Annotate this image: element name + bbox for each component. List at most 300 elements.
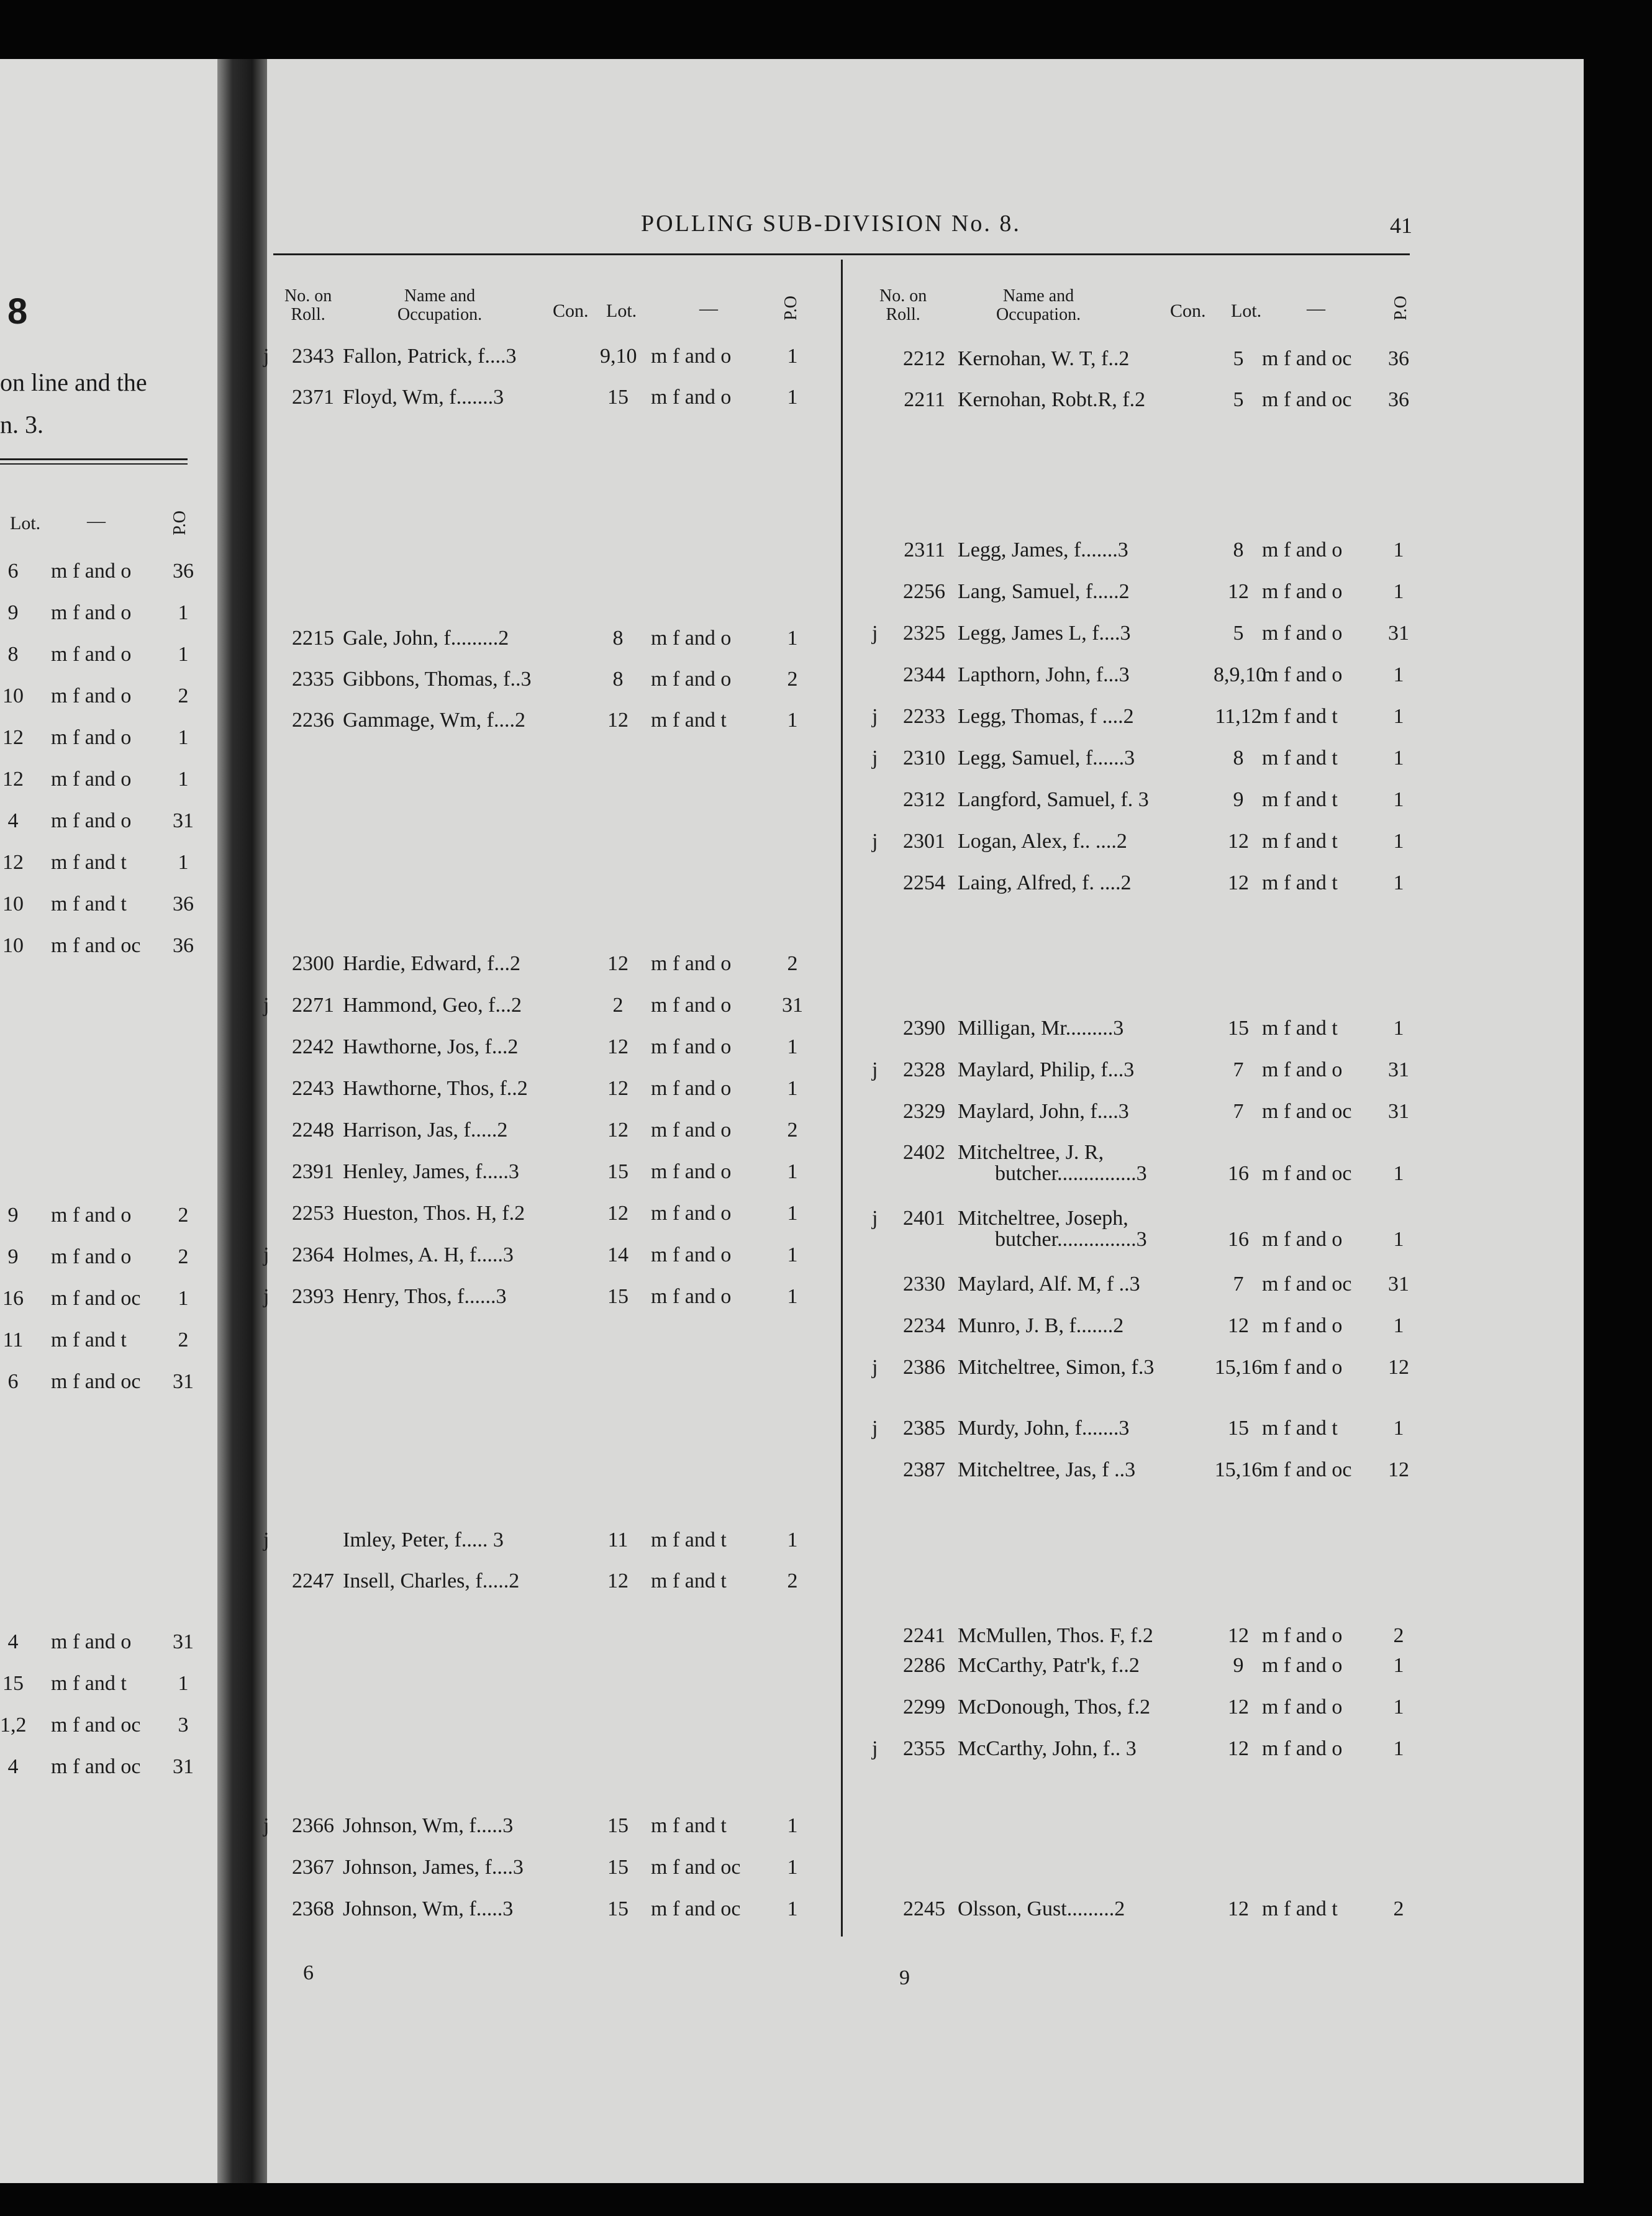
mark-cell: j bbox=[263, 1243, 270, 1266]
left-col-po-header: P.O bbox=[170, 511, 189, 535]
roll-number-cell: 2343 bbox=[292, 345, 334, 368]
roll-number-cell: 2391 bbox=[292, 1160, 334, 1183]
po-cell: 1 bbox=[1393, 580, 1404, 603]
name-occupation-cell: Johnson, James, f....3 bbox=[343, 1856, 524, 1879]
register-entry bbox=[0, 1098, 1428, 1125]
tenure-cell: m f and o bbox=[1262, 1737, 1343, 1760]
po-cell: 31 bbox=[173, 1755, 194, 1778]
mark-cell: j bbox=[263, 1285, 270, 1308]
lot-cell: 12 bbox=[1228, 1314, 1249, 1337]
lot-cell: 4 bbox=[7, 809, 19, 832]
tenure-cell: m f and o bbox=[1262, 622, 1343, 645]
tenure-cell: m f and oc bbox=[1262, 1162, 1352, 1185]
po-cell: 1 bbox=[178, 1287, 189, 1310]
name-occupation-cell: Mitcheltree, Joseph, bbox=[958, 1207, 1128, 1230]
register-entry bbox=[0, 1622, 1428, 1650]
lot-cell: 10 bbox=[2, 934, 24, 957]
tenure-cell: m f and o bbox=[51, 768, 132, 791]
lot-cell: 9 bbox=[7, 1204, 19, 1227]
register-entry bbox=[0, 1205, 1428, 1251]
po-cell: 1 bbox=[787, 1897, 798, 1920]
mark-cell: j bbox=[872, 747, 878, 770]
lot-cell: 12 bbox=[1228, 871, 1249, 894]
register-entry bbox=[0, 1015, 1428, 1042]
lot-cell: 9 bbox=[7, 601, 19, 624]
po-cell: 1 bbox=[1393, 1417, 1404, 1440]
tenure-cell: m f and oc bbox=[1262, 1273, 1352, 1296]
po-cell: 1 bbox=[787, 1814, 798, 1837]
lot-cell: 16 bbox=[2, 1287, 24, 1310]
name-occupation-cell: Legg, Samuel, f......3 bbox=[958, 747, 1135, 770]
left-page-line2: n. 3. bbox=[0, 411, 43, 438]
name-occupation-cell: Olsson, Gust.........2 bbox=[958, 1897, 1125, 1920]
po-cell: 1 bbox=[1393, 1314, 1404, 1337]
lot-cell: 16 bbox=[1228, 1162, 1249, 1185]
roll-number-cell: 2215 bbox=[292, 627, 334, 650]
name-occupation-cell: Kernohan, W. T, f..2 bbox=[958, 347, 1130, 370]
register-entry bbox=[0, 1854, 832, 1881]
tenure-cell: m f and oc bbox=[1262, 347, 1352, 370]
mark-cell: j bbox=[263, 1528, 270, 1551]
tenure-cell: m f and o bbox=[51, 643, 132, 666]
po-cell: 1 bbox=[787, 1856, 798, 1879]
name-occupation-cell: Maylard, Alf. M, f ..3 bbox=[958, 1273, 1140, 1296]
tenure-cell: m f and t bbox=[651, 709, 727, 732]
name-occupation-cell: Laing, Alfred, f. ....2 bbox=[958, 871, 1132, 894]
lot-cell: 4 bbox=[7, 1755, 19, 1778]
tenure-cell: m f and oc bbox=[1262, 388, 1352, 411]
tenure-cell: m f and o bbox=[51, 1245, 132, 1268]
po-cell: 1 bbox=[1393, 871, 1404, 894]
po-cell: 1 bbox=[787, 627, 798, 650]
register-entry bbox=[0, 1415, 1428, 1442]
name-occupation-cell: Mitcheltree, Simon, f.3 bbox=[958, 1356, 1155, 1379]
tenure-cell: m f and o bbox=[651, 1285, 732, 1308]
tenure-cell: m f and o bbox=[651, 386, 732, 409]
name-occupation-cell: Harrison, Jas, f.....2 bbox=[343, 1119, 508, 1142]
roll-number-cell: 2366 bbox=[292, 1814, 334, 1837]
lot-cell: 6 bbox=[7, 1370, 19, 1393]
roll-number-cell: 2247 bbox=[292, 1569, 334, 1592]
tenure-cell: m f and o bbox=[1262, 580, 1343, 603]
lot-cell: 14 bbox=[607, 1243, 629, 1266]
register-entry bbox=[0, 661, 1428, 689]
po-cell: 1 bbox=[787, 1243, 798, 1266]
roll-number-cell: 2253 bbox=[292, 1202, 334, 1225]
roll-number-cell: 2212 bbox=[903, 347, 945, 370]
po-cell: 1 bbox=[178, 643, 189, 666]
lot-cell: 7 bbox=[1233, 1100, 1244, 1123]
mark-cell: j bbox=[263, 994, 270, 1017]
left-page-rule-2 bbox=[0, 463, 188, 465]
name-occupation-cell: Legg, Thomas, f ....2 bbox=[958, 705, 1134, 728]
po-cell: 1 bbox=[178, 1672, 189, 1695]
po-cell: 1 bbox=[787, 1077, 798, 1100]
col-header-no-on-roll-right: No. on Roll. bbox=[879, 286, 927, 324]
tenure-cell: m f and oc bbox=[51, 1287, 141, 1310]
lot-cell: 16 bbox=[1228, 1228, 1249, 1251]
occupation-cell: butcher...............3 bbox=[995, 1228, 1147, 1251]
left-col-lot-header: Lot. bbox=[10, 513, 41, 534]
roll-number-cell: 2328 bbox=[903, 1058, 945, 1081]
po-cell: 12 bbox=[1388, 1356, 1409, 1379]
register-entry bbox=[0, 870, 1428, 897]
tenure-cell: m f and o bbox=[651, 952, 732, 975]
lot-cell: 5 bbox=[1233, 388, 1244, 411]
lot-cell: 7 bbox=[1233, 1273, 1244, 1296]
tenure-cell: m f and o bbox=[1262, 538, 1343, 561]
name-occupation-cell: Maylard, Philip, f...3 bbox=[958, 1058, 1135, 1081]
po-cell: 2 bbox=[787, 1569, 798, 1592]
lot-cell: 8 bbox=[612, 668, 624, 691]
roll-number-cell: 2393 bbox=[292, 1285, 334, 1308]
lot-cell: 10 bbox=[2, 684, 24, 707]
tenure-cell: m f and oc bbox=[51, 934, 141, 957]
tenure-cell: m f and t bbox=[51, 1672, 127, 1695]
mark-cell: j bbox=[872, 622, 878, 645]
tenure-cell: m f and o bbox=[651, 627, 732, 650]
lot-cell: 12 bbox=[1228, 1897, 1249, 1920]
register-entry bbox=[0, 1694, 1428, 1721]
lot-cell: 12 bbox=[607, 1569, 629, 1592]
roll-number-cell: 2330 bbox=[903, 1273, 945, 1296]
tenure-cell: m f and t bbox=[651, 1569, 727, 1592]
name-occupation-cell: Lang, Samuel, f.....2 bbox=[958, 580, 1130, 603]
lot-cell: 5 bbox=[1233, 622, 1244, 645]
roll-number-cell: 2344 bbox=[903, 663, 945, 686]
name-occupation-cell: McCarthy, Patr'k, f..2 bbox=[958, 1654, 1140, 1677]
register-entry bbox=[0, 1527, 832, 1554]
register-entry bbox=[0, 345, 1428, 373]
lot-cell: 9 bbox=[1233, 788, 1244, 811]
tenure-cell: m f and o bbox=[51, 726, 132, 749]
lot-cell: 7 bbox=[1233, 1058, 1244, 1081]
mark-cell: j bbox=[872, 830, 878, 853]
name-occupation-cell: Gale, John, f.........2 bbox=[343, 627, 509, 650]
roll-number-cell: 2371 bbox=[292, 386, 334, 409]
tenure-cell: m f and oc bbox=[651, 1856, 741, 1879]
mark-cell: j bbox=[263, 1814, 270, 1837]
po-cell: 36 bbox=[1388, 347, 1409, 370]
lot-cell: 15 bbox=[2, 1672, 24, 1695]
name-occupation-cell: Johnson, Wm, f.....3 bbox=[343, 1814, 514, 1837]
po-cell: 31 bbox=[173, 809, 194, 832]
po-cell: 1 bbox=[787, 709, 798, 732]
lot-cell: 8,9,10 bbox=[1214, 663, 1266, 686]
po-cell: 1 bbox=[1393, 788, 1404, 811]
tenure-cell: m f and t bbox=[1262, 1417, 1338, 1440]
footer-count-right: 9 bbox=[899, 1966, 910, 1989]
register-entry bbox=[0, 1056, 1428, 1084]
po-cell: 31 bbox=[1388, 622, 1409, 645]
register-entry bbox=[0, 386, 1428, 414]
lot-cell: 8 bbox=[7, 643, 19, 666]
tenure-cell: m f and oc bbox=[51, 1755, 141, 1778]
name-occupation-cell: Lapthorn, John, f...3 bbox=[958, 663, 1130, 686]
name-occupation-cell: McDonough, Thos, f.2 bbox=[958, 1696, 1151, 1719]
po-cell: 2 bbox=[1393, 1624, 1404, 1647]
lot-cell: 15,16 bbox=[1214, 1458, 1263, 1481]
po-cell: 3 bbox=[178, 1714, 189, 1737]
lot-cell: 10 bbox=[2, 892, 24, 915]
roll-number-cell: 2311 bbox=[904, 538, 945, 561]
roll-number-cell: 2234 bbox=[903, 1314, 945, 1337]
lot-cell: 12 bbox=[1228, 1737, 1249, 1760]
po-cell: 1 bbox=[178, 851, 189, 874]
mark-cell: j bbox=[872, 1737, 878, 1760]
lot-cell: 8 bbox=[1233, 747, 1244, 770]
po-cell: 31 bbox=[1388, 1100, 1409, 1123]
roll-number-cell: 2301 bbox=[903, 830, 945, 853]
register-entry bbox=[0, 1735, 1428, 1763]
occupation-cell: butcher...............3 bbox=[995, 1162, 1147, 1185]
register-entry bbox=[0, 1312, 1428, 1340]
roll-number-cell: 2364 bbox=[292, 1243, 334, 1266]
lot-cell: 12 bbox=[2, 726, 24, 749]
name-occupation-cell: Hawthorne, Jos, f...2 bbox=[343, 1035, 519, 1058]
po-cell: 2 bbox=[178, 1204, 189, 1227]
roll-number-cell: 2385 bbox=[903, 1417, 945, 1440]
register-entry bbox=[0, 620, 1428, 647]
lot-cell: 12 bbox=[607, 1035, 629, 1058]
roll-number-cell: 2271 bbox=[292, 994, 334, 1017]
col-header-lot: Lot. bbox=[606, 301, 637, 321]
lot-cell: 15 bbox=[607, 1160, 629, 1183]
tenure-cell: m f and o bbox=[651, 1202, 732, 1225]
po-cell: 1 bbox=[1393, 663, 1404, 686]
tenure-cell: m f and t bbox=[1262, 747, 1338, 770]
roll-number-cell: 2386 bbox=[903, 1356, 945, 1379]
left-page-number-heading: 8 bbox=[7, 291, 28, 332]
tenure-cell: m f and o bbox=[1262, 1314, 1343, 1337]
tenure-cell: m f and t bbox=[1262, 705, 1338, 728]
lot-cell: 15 bbox=[607, 386, 629, 409]
name-occupation-cell: Floyd, Wm, f.......3 bbox=[343, 386, 504, 409]
left-col-dash-header: — bbox=[87, 511, 106, 531]
roll-number-cell: 2243 bbox=[292, 1077, 334, 1100]
lot-cell: 12 bbox=[607, 952, 629, 975]
tenure-cell: m f and t bbox=[651, 1528, 727, 1551]
name-occupation-cell: Maylard, John, f....3 bbox=[958, 1100, 1129, 1123]
lot-cell: 15 bbox=[607, 1856, 629, 1879]
po-cell: 2 bbox=[787, 668, 798, 691]
po-cell: 36 bbox=[173, 934, 194, 957]
po-cell: 36 bbox=[173, 892, 194, 915]
mark-cell: j bbox=[872, 705, 878, 728]
col-header-lot-right: Lot. bbox=[1231, 301, 1262, 321]
col-header-no-on-roll: No. on Roll. bbox=[284, 286, 332, 324]
col-header-po: P.O bbox=[781, 296, 801, 320]
po-cell: 2 bbox=[178, 1245, 189, 1268]
lot-cell: 12 bbox=[607, 1077, 629, 1100]
roll-number-cell: 2355 bbox=[903, 1737, 945, 1760]
register-entry bbox=[0, 950, 832, 978]
name-occupation-cell: McCarthy, John, f.. 3 bbox=[958, 1737, 1137, 1760]
lot-cell: 15 bbox=[1228, 1017, 1249, 1040]
po-cell: 1 bbox=[1393, 705, 1404, 728]
roll-number-cell: 2245 bbox=[903, 1897, 945, 1920]
tenure-cell: m f and o bbox=[651, 1035, 732, 1058]
col-header-dash-right: — bbox=[1307, 298, 1325, 319]
tenure-cell: m f and o bbox=[1262, 1058, 1343, 1081]
po-cell: 1 bbox=[787, 1528, 798, 1551]
po-cell: 1 bbox=[1393, 1017, 1404, 1040]
footer-count-left: 6 bbox=[303, 1961, 314, 1984]
tenure-cell: m f and oc bbox=[651, 1897, 741, 1920]
mark-cell: j bbox=[263, 345, 270, 368]
roll-number-cell: 2300 bbox=[292, 952, 334, 975]
page-number: 41 bbox=[1390, 213, 1412, 238]
name-occupation-cell: Insell, Charles, f.....2 bbox=[343, 1569, 520, 1592]
tenure-cell: m f and t bbox=[1262, 830, 1338, 853]
page-title: POLLING SUB-DIVISION No. 8. bbox=[641, 211, 1021, 237]
tenure-cell: m f and t bbox=[51, 1328, 127, 1351]
name-occupation-cell: Legg, James L, f....3 bbox=[958, 622, 1131, 645]
col-header-con-right: Con. bbox=[1170, 301, 1206, 321]
lot-cell: 4 bbox=[7, 1630, 19, 1653]
lot-cell: 12 bbox=[1228, 1624, 1249, 1647]
name-occupation-cell: Hammond, Geo, f...2 bbox=[343, 994, 522, 1017]
lot-cell: 2 bbox=[612, 994, 624, 1017]
tenure-cell: m f and o bbox=[651, 1077, 732, 1100]
po-cell: 1 bbox=[787, 1160, 798, 1183]
po-cell: 1 bbox=[787, 1285, 798, 1308]
roll-number-cell: 2241 bbox=[903, 1624, 945, 1647]
po-cell: 1 bbox=[1393, 1737, 1404, 1760]
name-occupation-cell: Henry, Thos, f......3 bbox=[343, 1285, 507, 1308]
tenure-cell: m f and o bbox=[1262, 1654, 1343, 1677]
register-entry bbox=[0, 578, 1428, 606]
po-cell: 36 bbox=[1388, 388, 1409, 411]
tenure-cell: m f and t bbox=[1262, 871, 1338, 894]
lot-cell: 11,12 bbox=[1215, 705, 1262, 728]
roll-number-cell: 2335 bbox=[292, 668, 334, 691]
po-cell: 1 bbox=[178, 726, 189, 749]
lot-cell: 9 bbox=[7, 1245, 19, 1268]
tenure-cell: m f and o bbox=[651, 668, 732, 691]
po-cell: 1 bbox=[787, 345, 798, 368]
lot-cell: 11 bbox=[607, 1528, 629, 1551]
lot-cell: 5 bbox=[1233, 347, 1244, 370]
tenure-cell: m f and oc bbox=[1262, 1458, 1352, 1481]
po-cell: 1 bbox=[787, 1202, 798, 1225]
po-cell: 2 bbox=[787, 952, 798, 975]
lot-cell: 1,2 bbox=[0, 1714, 27, 1737]
roll-number-cell: 2390 bbox=[903, 1017, 945, 1040]
po-cell: 1 bbox=[1393, 538, 1404, 561]
lot-cell: 12 bbox=[607, 709, 629, 732]
name-occupation-cell: Logan, Alex, f.. ....2 bbox=[958, 830, 1127, 853]
po-cell: 2 bbox=[787, 1119, 798, 1142]
left-page-line1: on line and the bbox=[0, 368, 147, 396]
tenure-cell: m f and t bbox=[1262, 1017, 1338, 1040]
tenure-cell: m f and o bbox=[51, 1630, 132, 1653]
tenure-cell: m f and o bbox=[51, 684, 132, 707]
po-cell: 1 bbox=[787, 1035, 798, 1058]
mark-cell: j bbox=[872, 1058, 878, 1081]
name-occupation-cell: Johnson, Wm, f.....3 bbox=[343, 1897, 514, 1920]
register-entry bbox=[0, 1568, 832, 1595]
mark-cell: j bbox=[872, 1356, 878, 1379]
tenure-cell: m f and o bbox=[651, 994, 732, 1017]
po-cell: 2 bbox=[178, 684, 189, 707]
name-occupation-cell: Mitcheltree, Jas, f ..3 bbox=[958, 1458, 1136, 1481]
po-cell: 1 bbox=[1393, 747, 1404, 770]
po-cell: 1 bbox=[1393, 1696, 1404, 1719]
tenure-cell: m f and o bbox=[51, 560, 132, 583]
mark-cell: j bbox=[872, 1417, 878, 1440]
po-cell: 1 bbox=[178, 601, 189, 624]
name-occupation-cell: Fallon, Patrick, f....3 bbox=[343, 345, 517, 368]
tenure-cell: m f and o bbox=[1262, 1228, 1343, 1251]
po-cell: 1 bbox=[1393, 1228, 1404, 1251]
col-header-name: Name and Occupation. bbox=[397, 286, 483, 324]
name-occupation-cell: Mitcheltree, J. R, bbox=[958, 1141, 1104, 1164]
roll-number-cell: 2242 bbox=[292, 1035, 334, 1058]
tenure-cell: m f and o bbox=[1262, 1696, 1343, 1719]
roll-number-cell: 2387 bbox=[903, 1458, 945, 1481]
register-entry bbox=[0, 1456, 1428, 1484]
tenure-cell: m f and t bbox=[51, 892, 127, 915]
po-cell: 36 bbox=[173, 560, 194, 583]
lot-cell: 12 bbox=[607, 1202, 629, 1225]
name-occupation-cell: Hardie, Edward, f...2 bbox=[343, 952, 521, 975]
roll-number-cell: 2233 bbox=[903, 705, 945, 728]
tenure-cell: m f and t bbox=[651, 1814, 727, 1837]
roll-number-cell: 2254 bbox=[903, 871, 945, 894]
lot-cell: 11 bbox=[2, 1328, 24, 1351]
po-cell: 1 bbox=[787, 386, 798, 409]
roll-number-cell: 2368 bbox=[292, 1897, 334, 1920]
name-occupation-cell: Imley, Peter, f..... 3 bbox=[343, 1528, 504, 1551]
roll-number-cell: 2286 bbox=[903, 1654, 945, 1677]
name-occupation-cell: Holmes, A. H, f.....3 bbox=[343, 1243, 514, 1266]
register-entry bbox=[0, 1812, 832, 1840]
lot-cell: 9 bbox=[1233, 1654, 1244, 1677]
roll-number-cell: 2256 bbox=[903, 580, 945, 603]
header-rule bbox=[273, 253, 1410, 255]
tenure-cell: m f and oc bbox=[51, 1714, 141, 1737]
roll-number-cell: 2211 bbox=[904, 388, 945, 411]
tenure-cell: m f and o bbox=[651, 1160, 732, 1183]
name-occupation-cell: Munro, J. B, f.......2 bbox=[958, 1314, 1124, 1337]
register-entry bbox=[0, 1271, 1428, 1298]
name-occupation-cell: Gammage, Wm, f....2 bbox=[343, 709, 525, 732]
po-cell: 12 bbox=[1388, 1458, 1409, 1481]
lot-cell: 6 bbox=[7, 560, 19, 583]
register-entry bbox=[0, 828, 1428, 855]
roll-number-cell: 2401 bbox=[903, 1207, 945, 1230]
register-entry bbox=[0, 745, 1428, 772]
lot-cell: 8 bbox=[612, 627, 624, 650]
register-entry bbox=[0, 1242, 832, 1269]
po-cell: 31 bbox=[782, 994, 803, 1017]
tenure-cell: m f and o bbox=[1262, 663, 1343, 686]
name-occupation-cell: Gibbons, Thomas, f..3 bbox=[343, 668, 532, 691]
lot-cell: 9,10 bbox=[600, 345, 637, 368]
name-occupation-cell: McMullen, Thos. F, f.2 bbox=[958, 1624, 1153, 1647]
roll-number-cell: 2310 bbox=[903, 747, 945, 770]
roll-number-cell: 2236 bbox=[292, 709, 334, 732]
mark-cell: j bbox=[872, 1207, 878, 1230]
register-entry bbox=[0, 1354, 1428, 1381]
roll-number-cell: 2367 bbox=[292, 1856, 334, 1879]
name-occupation-cell: Murdy, John, f.......3 bbox=[958, 1417, 1130, 1440]
roll-number-cell: 2329 bbox=[903, 1100, 945, 1123]
tenure-cell: m f and o bbox=[651, 1243, 732, 1266]
lot-cell: 15,16 bbox=[1214, 1356, 1263, 1379]
po-cell: 2 bbox=[178, 1328, 189, 1351]
